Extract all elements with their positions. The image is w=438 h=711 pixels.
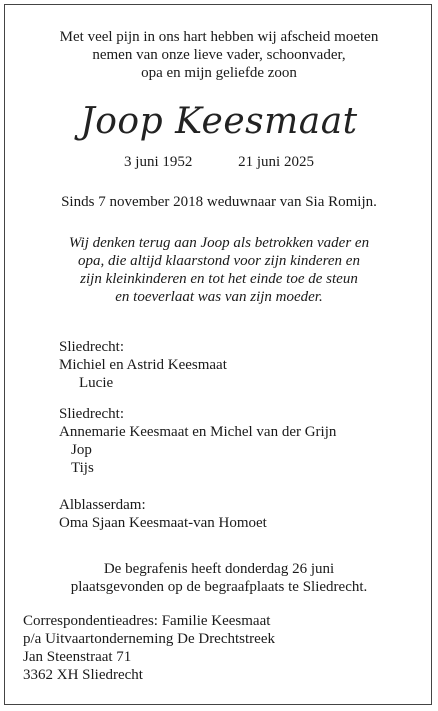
family-names: Annemarie Keesmaat en Michel van der Grijn	[59, 424, 337, 440]
correspondence-line: p/a Uitvaartonderneming De Drechtstreek	[23, 631, 275, 647]
funeral-line: plaatsgevonden op de begraafplaats te Sliedrecht.	[70, 579, 368, 595]
correspondence-line: Jan Steenstraat 71	[23, 649, 132, 665]
tribute-line: opa, die altijd klaarstond voor zijn kinderen en	[78, 253, 360, 269]
intro-line: nemen van onze lieve vader, schoonvader,	[92, 47, 346, 63]
family-group	[59, 405, 336, 477]
funeral-text	[0, 560, 438, 596]
tribute-line: zijn kleinkinderen en tot het einde toe de steun	[80, 271, 358, 287]
deceased-last-name: Keesmaat	[175, 101, 358, 142]
funeral-line: De begrafenis heeft donderdag 26 juni	[103, 561, 335, 577]
correspondence-line: 3362 XH Sliedrecht	[23, 667, 143, 683]
family-child: Lucie	[79, 375, 114, 391]
widower-line: Sinds 7 november 2018 weduwnaar van Sia Romijn.	[61, 194, 377, 210]
life-dates	[0, 153, 438, 171]
family-place: Alblasserdam:	[59, 497, 146, 513]
family-child: Jop	[71, 442, 92, 458]
tribute-text	[0, 234, 438, 306]
family-group	[59, 338, 227, 392]
intro-line: Met veel pijn in ons hart hebben wij afscheid moeten	[59, 29, 379, 45]
family-place: Sliedrecht:	[59, 339, 124, 355]
family-group	[59, 496, 267, 532]
family-child: Tijs	[71, 460, 94, 476]
family-place: Sliedrecht:	[59, 406, 124, 422]
deceased-name	[0, 100, 438, 144]
widower-note	[0, 193, 438, 211]
death-date: 21 juni 2025	[238, 154, 314, 170]
intro-line: opa en mijn geliefde zoon	[141, 65, 297, 81]
birth-date: 3 juni 1952	[124, 154, 193, 170]
family-names: Michiel en Astrid Keesmaat	[59, 357, 227, 373]
correspondence-address	[23, 612, 275, 684]
tribute-line: Wij denken terug aan Joop als betrokken vader en	[68, 235, 370, 251]
tribute-line: en toeverlaat was van zijn moeder.	[115, 289, 323, 305]
intro-text	[0, 28, 438, 82]
correspondence-line: Correspondentieadres: Familie Keesmaat	[23, 613, 271, 629]
deceased-first-name: Joop	[80, 101, 164, 142]
family-names: Oma Sjaan Keesmaat-van Homoet	[59, 515, 267, 531]
